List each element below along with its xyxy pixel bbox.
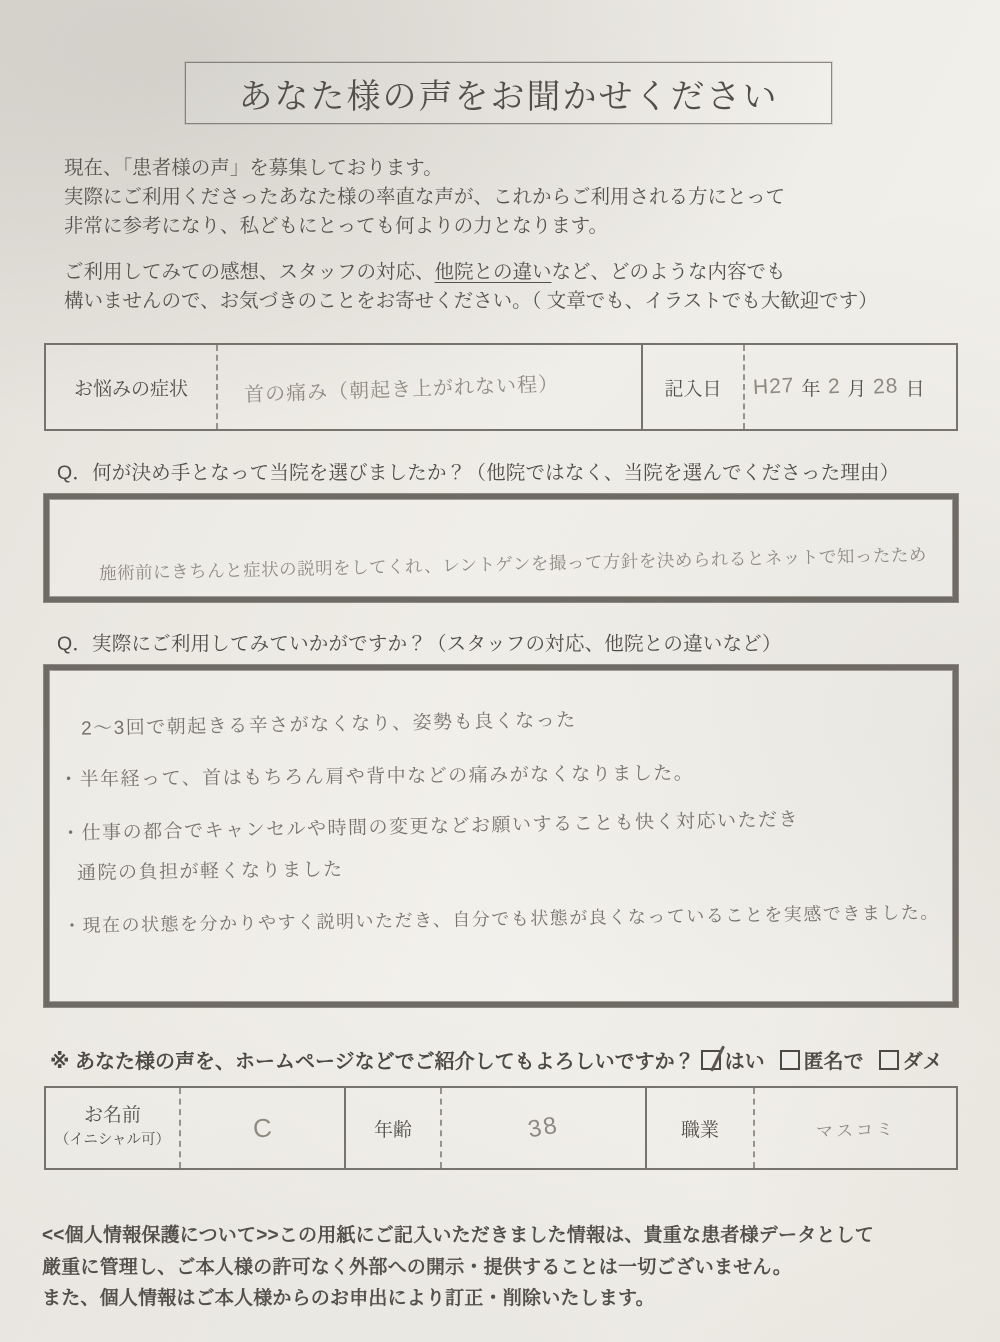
intro-paragraph-1 bbox=[64, 154, 958, 241]
answer-2-line: ・現在の状態を分かりやすく説明いただき、自分でも状態が良くなっていることを実感できました。 bbox=[62, 902, 940, 936]
consent-prompt: ※ あなた様の声を、ホームページなどでご紹介してもよろしいですか？ bbox=[50, 1051, 695, 1073]
name-label: お名前 bbox=[83, 1105, 141, 1126]
intro-line: 現在、「患者様の声」を募集しております。 bbox=[64, 157, 443, 179]
intro-line: ご利用してみての感想、スタッフの対応、他院との違いなど、どのような内容でも bbox=[64, 261, 786, 283]
age-label: 年齢 bbox=[344, 1088, 442, 1168]
form-title-box bbox=[185, 62, 832, 124]
consent-option-label: ダメ bbox=[902, 1051, 943, 1073]
name-note: （イニシャル可） bbox=[54, 1132, 171, 1148]
date-era-handwritten: H27 bbox=[752, 373, 796, 400]
privacy-line: <<個人情報保護について>>この用紙にご記入いただきました情報は、貴重な患者様データとして bbox=[42, 1225, 875, 1246]
profile-table bbox=[44, 1086, 958, 1170]
intro-paragraph-2 bbox=[64, 258, 958, 316]
age-handwritten-value: 38 bbox=[525, 1111, 561, 1144]
answer-2-line: 通院の負担が軽くなりました bbox=[76, 859, 344, 885]
privacy-line: 厳重に管理し、ご本人様の許可なく外部への開示・提供することは一切ございません。 bbox=[42, 1256, 792, 1278]
day-unit: 日 bbox=[905, 378, 925, 400]
question-2: Q．実際にご利用してみていかがですか？（スタッフの対応、他院との違いなど） bbox=[57, 633, 782, 655]
answer-box-2 bbox=[44, 665, 958, 1007]
job-handwritten-value: マスコミ bbox=[815, 1119, 896, 1141]
privacy-notice bbox=[42, 1220, 958, 1315]
date-month-handwritten: 2 bbox=[826, 374, 841, 399]
name-handwritten-value: C bbox=[252, 1111, 273, 1144]
job-value-cell bbox=[755, 1088, 956, 1168]
answer-2-line: 2〜3回で朝起きる辛さがなくなり、姿勢も良くなった bbox=[80, 709, 577, 740]
answer-1-handwritten: 施術前にきちんと症状の説明をしてくれ、レントゲンを撮って方針を決められるとネットで知ったため bbox=[98, 544, 928, 584]
symptom-date-table bbox=[44, 343, 958, 431]
privacy-line: また、個人情報はご本人様からのお申出により訂正・削除いたします。 bbox=[42, 1288, 655, 1309]
question-1: Q．何が決め手となって当院を選びましたか？（他院ではなく、当院を選んでくださった理由） bbox=[57, 462, 900, 484]
consent-options bbox=[701, 1045, 943, 1074]
symptom-handwritten-value: 首の痛み（朝起き上がれない程） bbox=[243, 373, 560, 407]
year-unit: 年 bbox=[801, 378, 821, 400]
job-label: 職業 bbox=[645, 1088, 755, 1168]
underlined-phrase: 他院との違い bbox=[434, 261, 552, 283]
consent-option-label: はい bbox=[724, 1051, 765, 1073]
checkbox-checked-icon bbox=[701, 1050, 721, 1070]
intro-line: 実際にご利用くださったあなた様の率直な声が、これからご利用される方にとって bbox=[64, 186, 786, 208]
intro-line: 構いませんので、お気づきのことをお寄せください。（ 文章でも、イラストでも大歓迎です） bbox=[64, 290, 878, 312]
consent-option-anonymous bbox=[780, 1045, 864, 1074]
answer-box-1 bbox=[44, 494, 958, 602]
symptom-label: お悩みの症状 bbox=[46, 345, 218, 429]
intro-line: 非常に参考になり、私どもにとっても何よりの力となります。 bbox=[64, 215, 609, 237]
date-day-handwritten: 28 bbox=[872, 374, 900, 399]
date-value-cell bbox=[745, 345, 956, 429]
age-value-cell bbox=[442, 1088, 645, 1168]
checkbox-empty-icon bbox=[879, 1050, 899, 1070]
checkbox-empty-icon bbox=[780, 1050, 800, 1070]
consent-option-label: 匿名で bbox=[803, 1051, 864, 1073]
consent-row bbox=[50, 1045, 958, 1074]
name-label-cell bbox=[46, 1088, 181, 1168]
date-label: 記入日 bbox=[641, 345, 745, 429]
name-value-cell bbox=[181, 1088, 344, 1168]
consent-option-yes bbox=[701, 1045, 765, 1074]
consent-option-no bbox=[879, 1045, 943, 1074]
answer-2-line: ・半年経って、首はもちろん肩や背中などの痛みがなくなりました。 bbox=[58, 763, 695, 791]
symptom-value-cell bbox=[218, 345, 641, 429]
answer-2-line: ・仕事の都合でキャンセルや時間の変更などお願いすることも快く対応いただき bbox=[60, 809, 800, 845]
month-unit: 月 bbox=[847, 378, 867, 400]
form-title: あなた様の声をお聞かせください bbox=[238, 77, 779, 116]
